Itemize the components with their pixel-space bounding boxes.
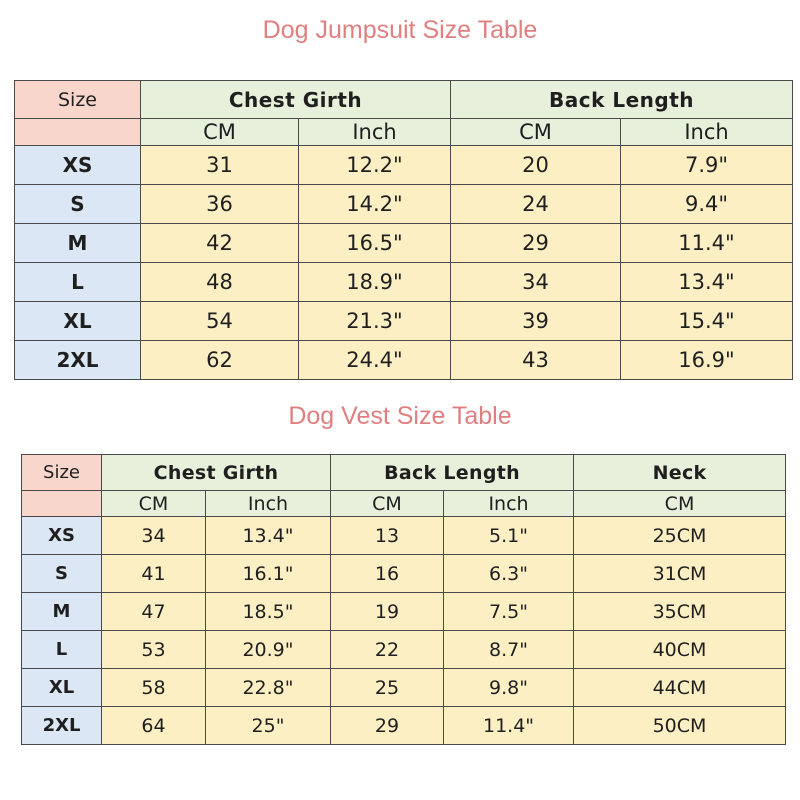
table-row — [22, 707, 786, 745]
table-row — [15, 224, 793, 263]
table-unit-row — [22, 491, 786, 517]
size-label: XL — [22, 669, 102, 707]
table-row — [15, 263, 793, 302]
back-inch-cell: 5.1" — [444, 517, 574, 555]
table-header-row — [15, 81, 793, 119]
unit-header: Inch — [444, 491, 574, 517]
chest-cm-cell: 41 — [102, 555, 206, 593]
size-label: S — [15, 185, 141, 224]
back-cm-cell: 43 — [451, 341, 621, 380]
back-inch-cell: 8.7" — [444, 631, 574, 669]
back-cm-cell: 29 — [331, 707, 444, 745]
back-cm-cell: 34 — [451, 263, 621, 302]
neck-cm-cell: 25CM — [574, 517, 786, 555]
table-header-row — [22, 455, 786, 491]
chest-cm-cell: 36 — [141, 185, 299, 224]
back-inch-cell: 9.8" — [444, 669, 574, 707]
table-row — [15, 341, 793, 380]
size-label: 2XL — [15, 341, 141, 380]
unit-header: CM — [102, 491, 206, 517]
unit-header: CM — [451, 119, 621, 146]
back-cm-cell: 13 — [331, 517, 444, 555]
chest-girth-header: Chest Girth — [141, 81, 451, 119]
back-inch-cell: 13.4" — [621, 263, 793, 302]
back-inch-cell: 11.4" — [621, 224, 793, 263]
chest-inch-cell: 25" — [206, 707, 331, 745]
table-row — [22, 631, 786, 669]
jumpsuit-table-title: Dog Jumpsuit Size Table — [262, 16, 538, 44]
neck-cm-cell: 35CM — [574, 593, 786, 631]
unit-header: CM — [574, 491, 786, 517]
chest-inch-cell: 16.1" — [206, 555, 331, 593]
chest-cm-cell: 58 — [102, 669, 206, 707]
table-row — [22, 593, 786, 631]
table-row — [22, 555, 786, 593]
chest-cm-cell: 34 — [102, 517, 206, 555]
back-cm-cell: 25 — [331, 669, 444, 707]
size-label: 2XL — [22, 707, 102, 745]
chest-cm-cell: 48 — [141, 263, 299, 302]
back-cm-cell: 22 — [331, 631, 444, 669]
chest-cm-cell: 47 — [102, 593, 206, 631]
back-inch-cell: 6.3" — [444, 555, 574, 593]
chest-cm-cell: 64 — [102, 707, 206, 745]
back-length-header: Back Length — [451, 81, 793, 119]
size-label: M — [15, 224, 141, 263]
table-row — [15, 185, 793, 224]
size-label: L — [15, 263, 141, 302]
chest-inch-cell: 20.9" — [206, 631, 331, 669]
back-cm-cell: 39 — [451, 302, 621, 341]
size-label: XS — [22, 517, 102, 555]
chest-inch-cell: 16.5" — [299, 224, 451, 263]
chest-cm-cell: 54 — [141, 302, 299, 341]
unit-header: CM — [141, 119, 299, 146]
size-label: S — [22, 555, 102, 593]
neck-header: Neck — [574, 455, 786, 491]
back-cm-cell: 16 — [331, 555, 444, 593]
size-label: XL — [15, 302, 141, 341]
chest-inch-cell: 22.8" — [206, 669, 331, 707]
chest-inch-cell: 18.9" — [299, 263, 451, 302]
neck-cm-cell: 31CM — [574, 555, 786, 593]
neck-cm-cell: 44CM — [574, 669, 786, 707]
chest-girth-header: Chest Girth — [102, 455, 331, 491]
chest-inch-cell: 14.2" — [299, 185, 451, 224]
back-length-header: Back Length — [331, 455, 574, 491]
table-unit-row — [15, 119, 793, 146]
jumpsuit-size-table — [14, 80, 793, 380]
chest-inch-cell: 24.4" — [299, 341, 451, 380]
chest-inch-cell: 12.2" — [299, 146, 451, 185]
back-inch-cell: 15.4" — [621, 302, 793, 341]
size-label: L — [22, 631, 102, 669]
back-inch-cell: 11.4" — [444, 707, 574, 745]
back-inch-cell: 7.9" — [621, 146, 793, 185]
chest-inch-cell: 21.3" — [299, 302, 451, 341]
size-column-header: Size — [15, 81, 141, 119]
back-inch-cell: 9.4" — [621, 185, 793, 224]
vest-table-title: Dog Vest Size Table — [288, 402, 512, 430]
unit-header: Inch — [621, 119, 793, 146]
size-label: M — [22, 593, 102, 631]
size-header-blank — [15, 119, 141, 146]
unit-header: CM — [331, 491, 444, 517]
chest-cm-cell: 42 — [141, 224, 299, 263]
back-cm-cell: 20 — [451, 146, 621, 185]
chest-cm-cell: 62 — [141, 341, 299, 380]
back-inch-cell: 7.5" — [444, 593, 574, 631]
chest-inch-cell: 18.5" — [206, 593, 331, 631]
unit-header: Inch — [206, 491, 331, 517]
chest-cm-cell: 31 — [141, 146, 299, 185]
unit-header: Inch — [299, 119, 451, 146]
table-row — [15, 302, 793, 341]
chest-inch-cell: 13.4" — [206, 517, 331, 555]
neck-cm-cell: 50CM — [574, 707, 786, 745]
back-cm-cell: 19 — [331, 593, 444, 631]
size-column-header: Size — [22, 455, 102, 491]
table-row — [22, 517, 786, 555]
size-header-blank — [22, 491, 102, 517]
size-label: XS — [15, 146, 141, 185]
neck-cm-cell: 40CM — [574, 631, 786, 669]
chest-cm-cell: 53 — [102, 631, 206, 669]
table-row — [15, 146, 793, 185]
back-cm-cell: 29 — [451, 224, 621, 263]
vest-size-table — [21, 454, 786, 745]
back-cm-cell: 24 — [451, 185, 621, 224]
back-inch-cell: 16.9" — [621, 341, 793, 380]
table-row — [22, 669, 786, 707]
